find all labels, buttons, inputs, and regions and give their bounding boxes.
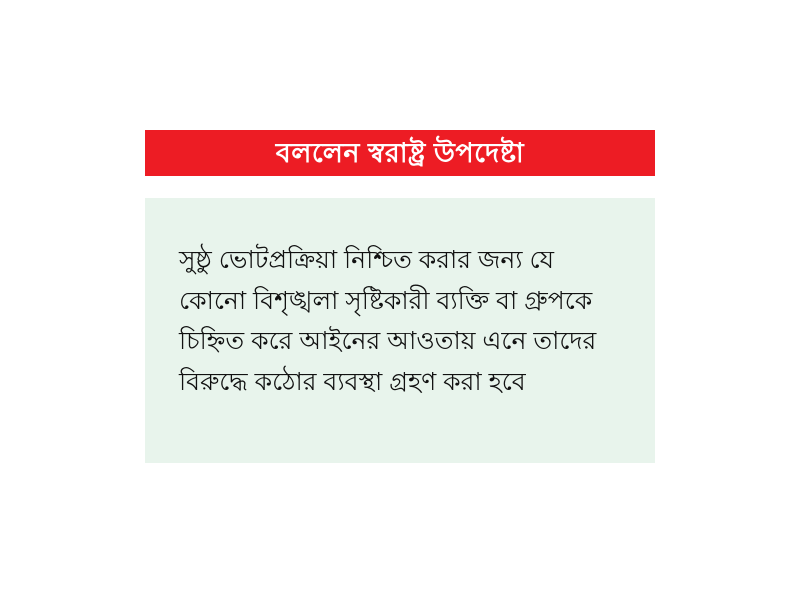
quote-panel xyxy=(145,198,655,463)
quote-card xyxy=(145,130,655,463)
headline-banner xyxy=(145,130,655,176)
headline-text: বললেন স্বরাষ্ট্র উপদেষ্টা xyxy=(275,137,525,168)
quote-text: সুষ্ঠু ভোটপ্রক্রিয়া নিশ্চিত করার জন্য যে কোনো বিশৃঙ্খলা সৃষ্টিকারী ব্যক্তি বা গ্রুপকে চিহ্নিত করে আইনের আওতায় এনে তাদের বিরুদ্ধে কঠোর ব্যবস্থা গ্রহণ করা হবে xyxy=(179,246,597,396)
